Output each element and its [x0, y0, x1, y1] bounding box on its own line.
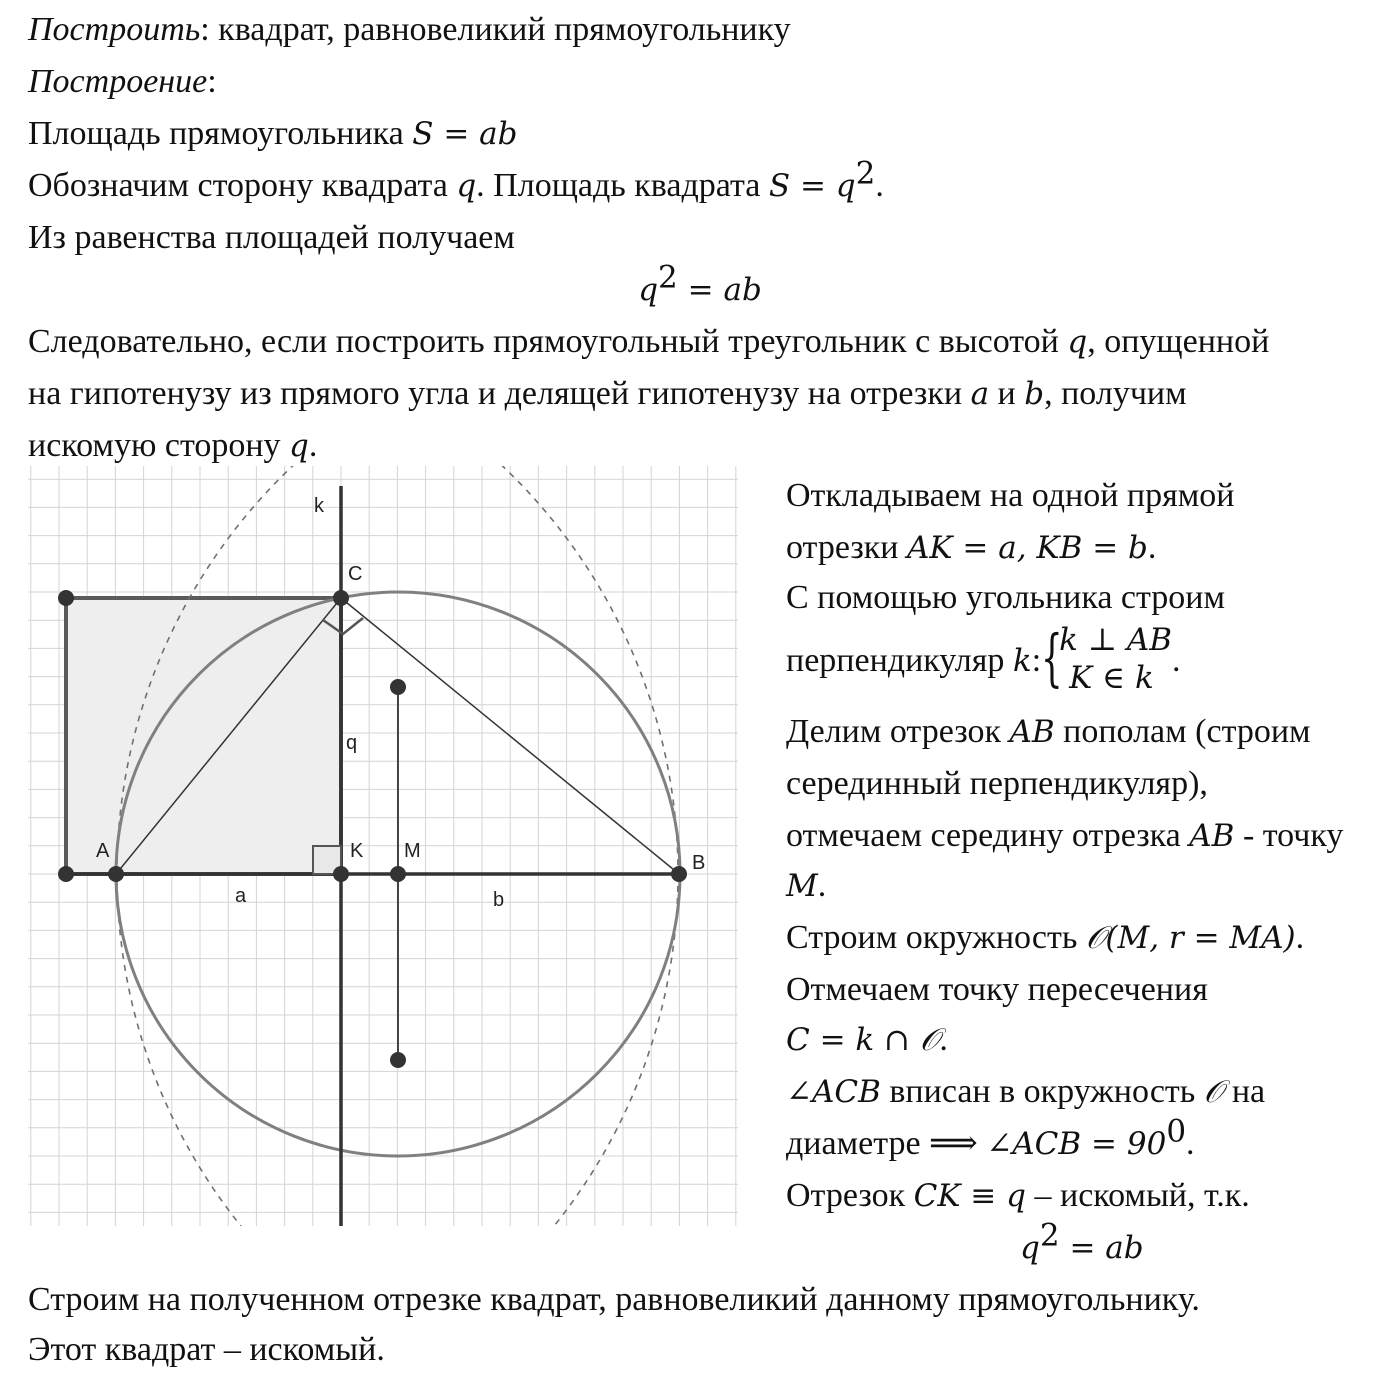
step-4 [786, 621, 1181, 698]
step-9-math: 𝒪(M, r = MA) [1085, 920, 1296, 956]
step-12-math: ∠ACB [786, 1074, 881, 1110]
step-7-ab: AB [1189, 818, 1235, 854]
point-m [390, 866, 406, 882]
step-11-end: . [939, 1021, 948, 1058]
step-13 [786, 1113, 1195, 1170]
step-3 [786, 572, 1225, 624]
conclusion-text-2: , опущенной [1087, 323, 1270, 360]
step-13-text: диаметре ⟹ [786, 1125, 987, 1162]
step-2-end: . [1147, 529, 1157, 566]
point-rect-bottom-left [58, 866, 74, 882]
point-rect-top-left [58, 590, 74, 606]
step-15-left: q [1020, 1230, 1040, 1266]
rect-area-formula: S = ab [412, 116, 518, 152]
step-1 [786, 470, 1234, 522]
label-b-point: B [692, 852, 706, 874]
conclusion-q: q [1067, 324, 1088, 360]
eq-exp: 2 [658, 259, 678, 296]
eq-left: q [638, 272, 659, 308]
conclusion-text-4: , получим [1044, 375, 1187, 412]
step-4-k: k [1012, 643, 1032, 679]
step-5-text: Делим отрезок [786, 713, 1010, 750]
conclusion-a: a [970, 376, 990, 412]
step-15 [1020, 1217, 1144, 1274]
step-7-text-2: - точку [1234, 817, 1344, 854]
step-13-end: . [1186, 1125, 1195, 1162]
step-7-text: отмечаем середину отрезка [786, 817, 1190, 854]
step-13-exp: 0 [1166, 1113, 1187, 1150]
step-5-text-2: пополам (строим [1054, 713, 1311, 750]
step-13-math: ∠ACB = 90 [986, 1126, 1167, 1162]
square-side-var: q [456, 168, 477, 204]
rectangle-shape [66, 598, 341, 874]
step-9-text: Строим окружность [786, 919, 1086, 956]
outro-text-2: Этот квадрат – искомый. [28, 1331, 385, 1368]
rect-area-line [28, 108, 518, 160]
construction-label: Построение [28, 63, 208, 100]
step-11-math: C = k ∩ 𝒪 [786, 1022, 940, 1058]
conclusion-line-2 [28, 368, 1187, 420]
point-k [333, 866, 349, 882]
step-12 [786, 1066, 1265, 1118]
conclusion-q2: q [289, 428, 309, 464]
step-4-colon: : [1031, 642, 1042, 679]
brace-icon: { [1041, 621, 1063, 695]
conclusion-b: b [1024, 376, 1045, 412]
step-6-text: серединный перпендикуляр), [786, 765, 1208, 802]
step-6 [786, 758, 1208, 810]
equality-intro-text: Из равенства площадей получаем [28, 219, 515, 256]
outro-line-1 [28, 1274, 1200, 1326]
step-14 [786, 1170, 1250, 1222]
step-2-text: отрезки [786, 529, 907, 566]
square-area-text: . Площадь квадрата [476, 167, 769, 204]
conclusion-end: . [308, 427, 318, 464]
step-10-text: Отмечаем точку пересечения [786, 971, 1208, 1008]
step-5 [786, 706, 1311, 758]
point-arc-top [390, 679, 406, 695]
task-line [28, 4, 791, 56]
step-11 [786, 1014, 948, 1066]
square-area-exp: 2 [855, 155, 876, 192]
label-k: k [314, 495, 324, 517]
step-14-text-2: – искомый, т.к. [1026, 1177, 1250, 1214]
construct-label: Построить [28, 11, 201, 48]
conclusion-line-3 [28, 420, 317, 472]
label-b-seg: b [493, 889, 505, 911]
label-k-point: K [350, 840, 364, 862]
step-1-text: Откладываем на одной прямой [786, 477, 1235, 514]
perp-system [1041, 621, 1172, 697]
construction-colon: : [207, 63, 217, 100]
step-2 [786, 522, 1156, 574]
label-m: M [404, 840, 421, 862]
system-row-1: k ⊥ AB [1059, 622, 1172, 659]
step-14-math: CK ≡ q [913, 1178, 1026, 1214]
step-7 [786, 810, 1343, 862]
step-12-o: 𝒪 [1203, 1074, 1224, 1110]
conclusion-text-1: Следовательно, если построить прямоугольный треугольник с высотой [28, 323, 1068, 360]
square-side-text: Обозначим сторону квадрата [28, 167, 457, 204]
conclusion-line-1 [28, 316, 1269, 368]
outro-text-1: Строим на полученном отрезке квадрат, равновеликий данному прямоугольнику. [28, 1281, 1200, 1318]
step-9 [786, 912, 1304, 964]
step-10 [786, 964, 1208, 1016]
step-8-end: . [817, 867, 827, 904]
label-a-point: A [96, 840, 110, 862]
label-q: q [346, 732, 358, 754]
step-8 [786, 860, 826, 912]
label-c: C [348, 563, 363, 585]
outro-line-2 [28, 1324, 385, 1376]
main-equation [0, 259, 1400, 316]
step-8-m: M [786, 868, 818, 904]
construction-heading [28, 56, 217, 108]
system-row-2: K ∈ k [1069, 660, 1154, 697]
square-area-end: . [875, 167, 884, 204]
conclusion-text-3: на гипотенузу из прямого угла и делящей гипотенузу на отрезки [28, 375, 971, 412]
step-4-end: . [1172, 642, 1181, 679]
point-a [108, 866, 124, 882]
step-9-end: . [1295, 919, 1305, 956]
step-15-exp: 2 [1039, 1217, 1060, 1254]
rect-area-text: Площадь прямоугольника [28, 115, 413, 152]
conclusion-and: и [989, 375, 1025, 412]
point-c [333, 590, 349, 606]
step-3-text: С помощью угольника строим [786, 579, 1226, 616]
equality-intro-line [28, 212, 515, 264]
square-side-line [28, 155, 884, 212]
step-15-right: = ab [1059, 1230, 1144, 1266]
square-area-formula: S = q [768, 168, 856, 204]
eq-right: = ab [677, 272, 762, 308]
construct-text: : квадрат, равновеликий прямоугольнику [200, 11, 791, 48]
step-12-text-2: на [1223, 1073, 1266, 1110]
construction-figure [28, 466, 738, 1226]
point-b [671, 866, 687, 882]
step-2-math: AK = a, KB = b [906, 530, 1148, 566]
step-5-ab: AB [1009, 714, 1055, 750]
label-a-seg: a [235, 885, 247, 907]
step-4-text: перпендикуляр [786, 642, 1013, 679]
step-12-text: вписан в окружность [880, 1073, 1204, 1110]
point-arc-bottom [390, 1052, 406, 1068]
step-14-text: Отрезок [786, 1177, 914, 1214]
conclusion-text-5: искомую сторону [28, 427, 290, 464]
